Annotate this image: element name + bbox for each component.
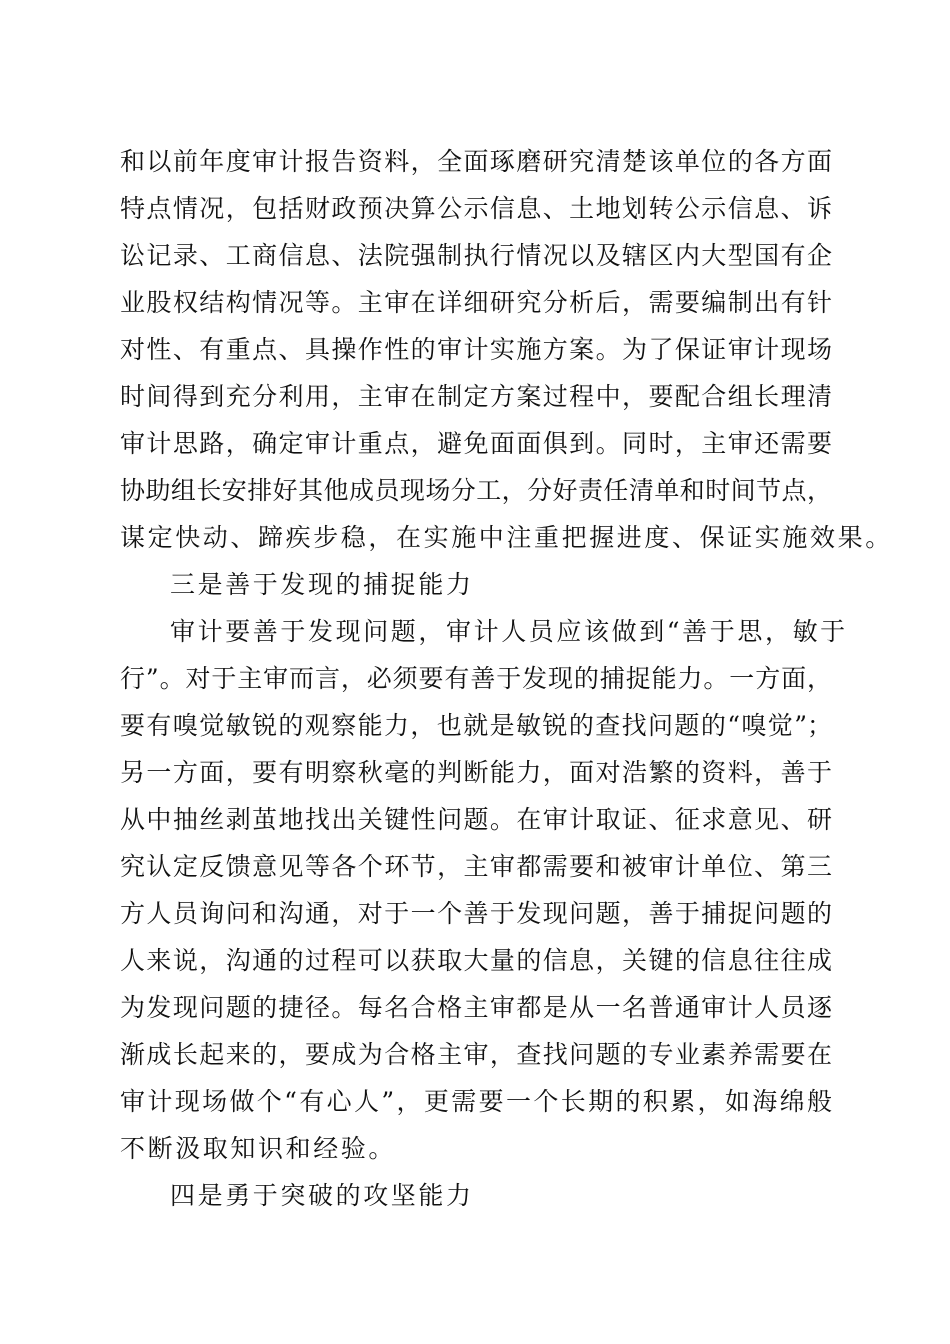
paragraph-line: 另一方面，要有明察秋毫的判断能力，面对浩繁的资料，善于 <box>120 758 832 787</box>
text-line <box>0 514 950 562</box>
paragraph-line: 行”。对于主审而言，必须要有善于发现的捕捉能力。一方面， <box>120 664 832 693</box>
text-line <box>0 937 950 985</box>
text-line <box>0 185 950 233</box>
text-line <box>0 608 950 656</box>
text-line <box>0 890 950 938</box>
text-line <box>0 843 950 891</box>
text-line <box>0 232 950 280</box>
paragraph-line: 讼记录、工商信息、法院强制执行情况以及辖区内大型国有企 <box>120 241 832 270</box>
text-line <box>0 749 950 797</box>
text-line <box>0 420 950 468</box>
text-line <box>0 702 950 750</box>
paragraph-line: 谋定快动、蹄疾步稳，在实施中注重把握进度、保证实施效果。 <box>120 523 893 552</box>
text-line <box>0 984 950 1032</box>
paragraph-line: 方人员询问和沟通，对于一个善于发现问题，善于捕捉问题的 <box>120 899 832 928</box>
section-heading <box>0 1172 950 1220</box>
paragraph-line: 审计要善于发现问题，审计人员应该做到“善于思，敏于 <box>170 617 848 646</box>
heading-text: 三是善于发现的捕捉能力 <box>170 570 474 599</box>
paragraph-line: 为发现问题的捷径。每名合格主审都是从一名普通审计人员逐 <box>120 993 832 1022</box>
paragraph-line: 特点情况，包括财政预决算公示信息、土地划转公示信息、诉 <box>120 194 832 223</box>
paragraph-line: 渐成长起来的，要成为合格主审，查找问题的专业素养需要在 <box>120 1040 832 1069</box>
paragraph-line: 究认定反馈意见等各个环节，主审都需要和被审计单位、第三 <box>120 852 832 881</box>
paragraph-line: 协助组长安排好其他成员现场分工，分好责任清单和时间节点， <box>120 476 832 505</box>
paragraph-line: 审计思路，确定审计重点，避免面面俱到。同时，主审还需要 <box>120 429 832 458</box>
text-line <box>0 467 950 515</box>
paragraph-line: 人来说，沟通的过程可以获取大量的信息，关键的信息往往成 <box>120 946 832 975</box>
text-line <box>0 279 950 327</box>
text-line <box>0 138 950 186</box>
text-line <box>0 373 950 421</box>
section-heading <box>0 561 950 609</box>
heading-text: 四是勇于突破的攻坚能力 <box>170 1181 474 1210</box>
paragraph-line: 审计现场做个“有心人”，更需要一个长期的积累，如海绵般 <box>120 1087 832 1116</box>
paragraph-line: 时间得到充分利用，主审在制定方案过程中，要配合组长理清 <box>120 382 832 411</box>
text-line <box>0 1125 950 1173</box>
text-line <box>0 655 950 703</box>
text-line <box>0 1031 950 1079</box>
paragraph-line: 不断汲取知识和经验。 <box>120 1134 397 1163</box>
text-line <box>0 1078 950 1126</box>
text-line <box>0 326 950 374</box>
paragraph-line: 业股权结构情况等。主审在详细研究分析后，需要编制出有针 <box>120 288 832 317</box>
paragraph-line: 要有嗅觉敏锐的观察能力，也就是敏锐的查找问题的“嗅觉”； <box>120 711 832 740</box>
paragraph-line: 从中抽丝剥茧地找出关键性问题。在审计取证、征求意见、研 <box>120 805 832 834</box>
paragraph-line: 对性、有重点、具操作性的审计实施方案。为了保证审计现场 <box>120 335 832 364</box>
paragraph-line: 和以前年度审计报告资料，全面琢磨研究清楚该单位的各方面 <box>120 147 832 176</box>
text-line <box>0 796 950 844</box>
